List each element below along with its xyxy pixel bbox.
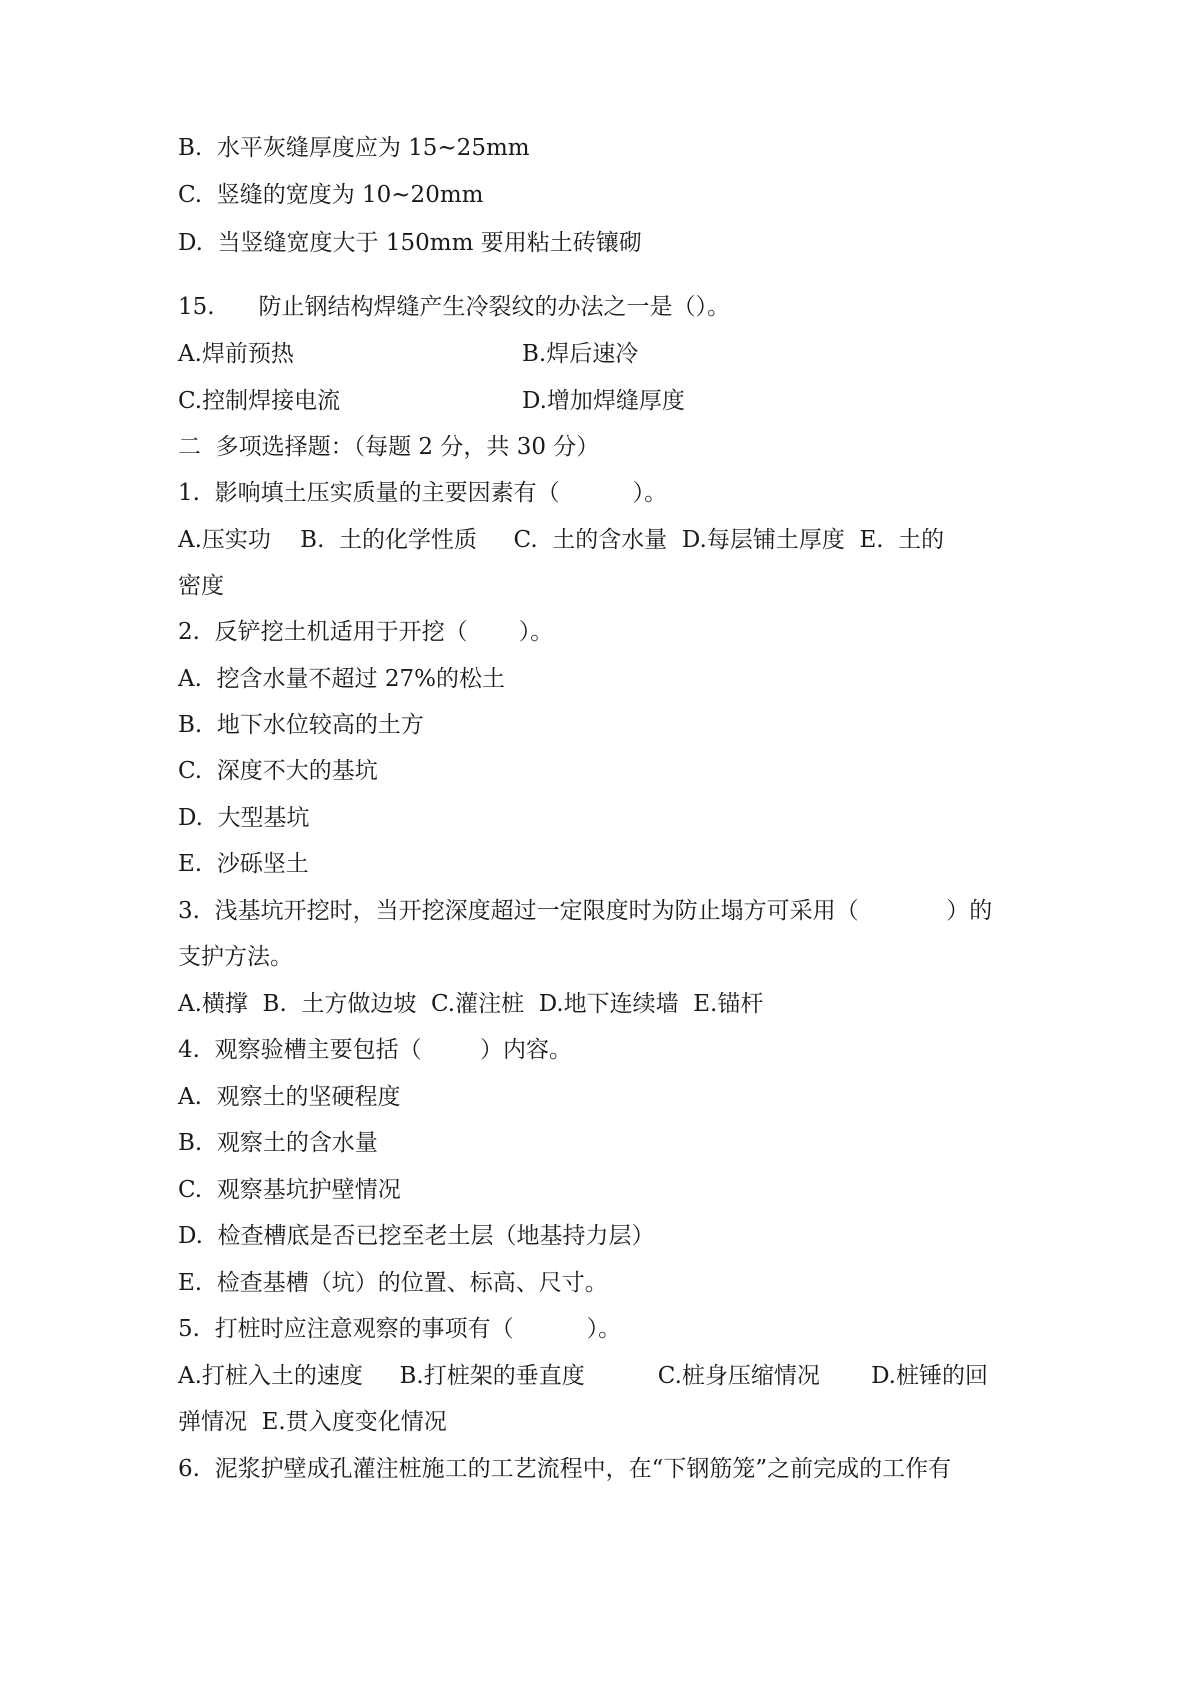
section-heading: 二 多项选择题：（每题 2 分，共 30 分） xyxy=(178,434,600,460)
option-c: C. 深度不大的基坑 xyxy=(178,758,378,784)
option-b: B. 地下水位较高的土方 xyxy=(178,712,424,738)
options-line: 密度 xyxy=(178,573,224,599)
option-b: B.焊后速冷 xyxy=(522,341,639,367)
question-stem: 6. 泥浆护壁成孔灌注桩施工的工艺流程中，在“下钢筋笼”之前完成的工作有 xyxy=(178,1456,952,1482)
question-stem: 1. 影响填土压实质量的主要因素有（ ）。 xyxy=(178,480,668,506)
option-e: E. 沙砾坚土 xyxy=(178,851,309,877)
option-c: C. 竖缝的宽度为 10~20mm xyxy=(178,182,484,208)
options-line: A.压实功 B. 土的化学性质 C. 土的含水量 D.每层铺土厚度 E. 土的 xyxy=(178,527,945,553)
options-line: A.打桩入土的速度 B.打桩架的垂直度 C.桩身压缩情况 D.桩锤的回 xyxy=(178,1363,988,1389)
question-stem: 15. 防止钢结构焊缝产生冷裂纹的办法之一是（）。 xyxy=(178,294,730,320)
option-d: D. 检查槽底是否已挖至老土层（地基持力层） xyxy=(178,1223,655,1249)
option-d: D. 当竖缝宽度大于 150mm 要用粘土砖镶砌 xyxy=(178,230,642,256)
question-stem: 5. 打桩时应注意观察的事项有（ ）。 xyxy=(178,1316,622,1342)
option-a: A.焊前预热 xyxy=(178,341,294,367)
question-stem: 4. 观察验槽主要包括（ ）内容。 xyxy=(178,1037,573,1063)
options-line: A.横撑 B. 土方做边坡 C.灌注桩 D.地下连续墙 E.锚杆 xyxy=(178,991,764,1017)
option-c: C. 观察基坑护壁情况 xyxy=(178,1177,401,1203)
option-e: E. 检查基槽（坑）的位置、标高、尺寸。 xyxy=(178,1270,608,1296)
option-d: D. 大型基坑 xyxy=(178,805,310,831)
option-a: A. 观察土的坚硬程度 xyxy=(178,1084,401,1110)
option-a: A. 挖含水量不超过 27%的松土 xyxy=(178,666,505,692)
option-b: B. 观察土的含水量 xyxy=(178,1130,378,1156)
question-stem: 2. 反铲挖土机适用于开挖（ ）。 xyxy=(178,619,554,645)
question-stem-continued: 支护方法。 xyxy=(178,944,293,970)
option-b: B. 水平灰缝厚度应为 15~25mm xyxy=(178,135,530,161)
option-c: C.控制焊接电流 xyxy=(178,388,341,414)
option-d: D.增加焊缝厚度 xyxy=(522,388,685,414)
question-stem: 3. 浅基坑开挖时，当开挖深度超过一定限度时为防止塌方可采用（ ）的 xyxy=(178,898,993,924)
options-line: 弹情况 E.贯入度变化情况 xyxy=(178,1409,447,1435)
